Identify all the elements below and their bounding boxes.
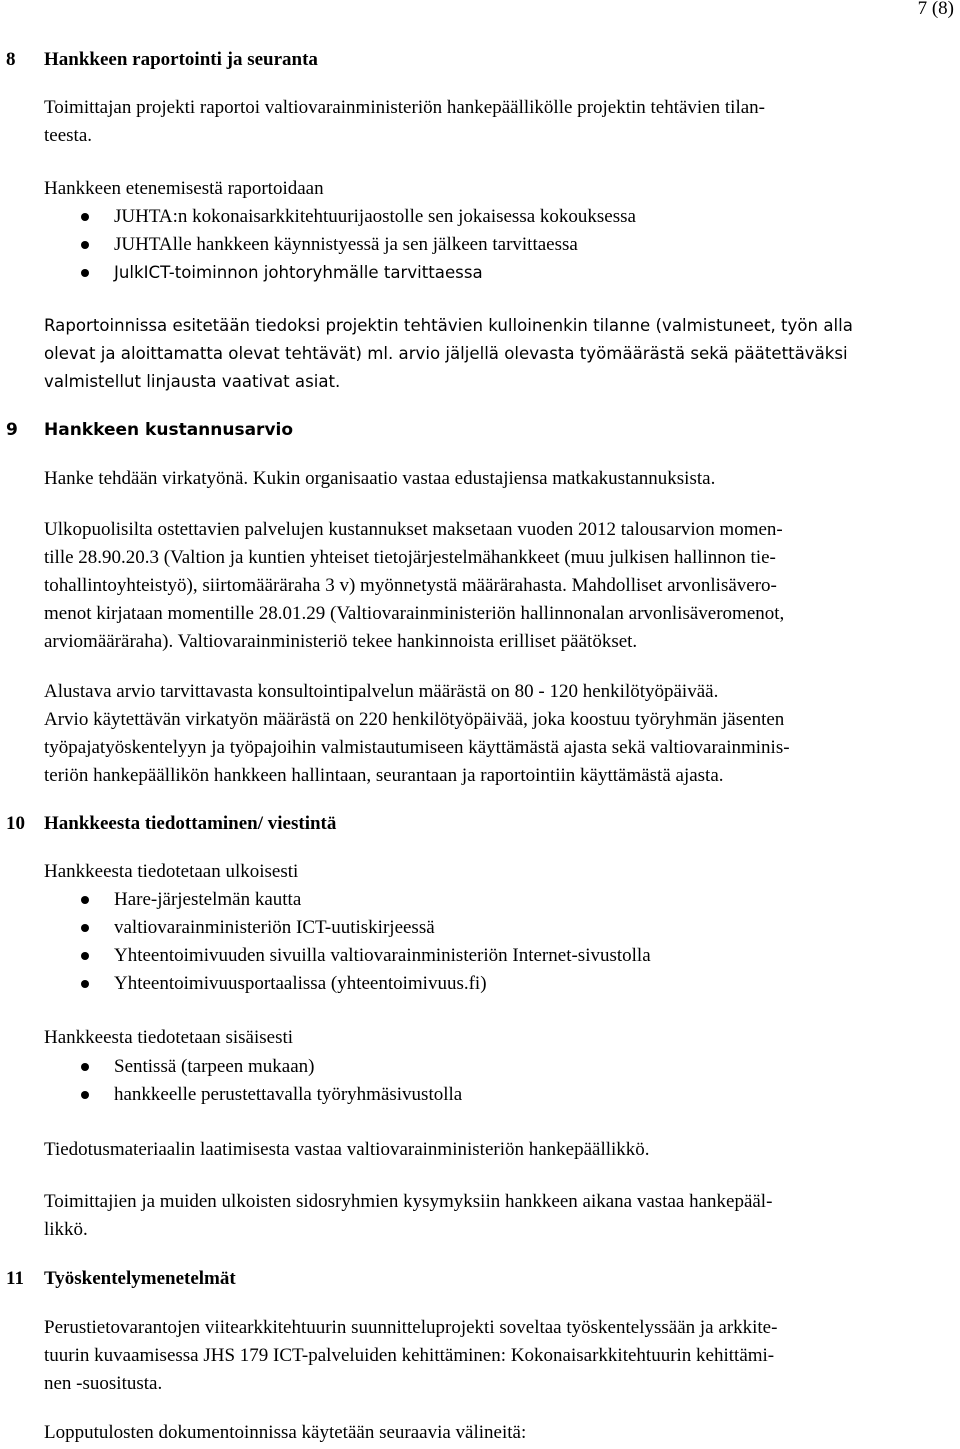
list-item-text: Yhteentoimivuusportaalissa (yhteentoimivuus.fi) — [114, 973, 487, 994]
section-10-internal-list — [44, 1053, 462, 1109]
text-line: tille 28.90.20.3 (Valtion ja kuntien yhteiset tietojärjestelmähankkeet (muu julkisen hallinnon tie- — [44, 547, 776, 568]
text-line: likkö. — [44, 1219, 88, 1240]
page-number: 7 (8) — [917, 0, 954, 19]
section-10-paragraph-2 — [44, 1188, 954, 1244]
bullet-icon — [81, 241, 89, 249]
text-line: Raportoinnissa esitetään tiedoksi projektin tehtävien kulloinenkin tilanne (valmistuneet, työn alla — [44, 316, 853, 335]
bullet-icon — [81, 924, 89, 932]
bullet-icon — [81, 269, 89, 277]
list-item-text: JUHTA:n kokonaisarkkitehtuurijaostolle sen jokaisessa kokouksessa — [114, 206, 636, 227]
section-number: 8 — [6, 49, 16, 70]
section-8-bullet-list — [44, 203, 636, 287]
text-line: työpajatyöskentelyyn ja työpajoihin valmistautumiseen käyttämästä ajasta sekä valtiovarainminis- — [44, 737, 790, 758]
text-line: olevat ja aloittamatta olevat tehtävät) ml. arvio jäljellä olevasta työmäärästä sekä päätettäväksi — [44, 344, 848, 363]
list-item-text: JulkICT-toiminnon johtoryhmälle tarvittaessa — [114, 263, 483, 282]
section-9-paragraph-1 — [44, 465, 954, 493]
list-item — [44, 259, 636, 287]
section-8-list-intro: Hankkeen etenemisestä raportoidaan — [44, 178, 324, 199]
text-line: arviomääräraha). Valtiovarainministeriö tekee hankinnoista erilliset päätökset. — [44, 631, 638, 652]
bullet-icon — [81, 1091, 89, 1099]
text-line: Toimittajien ja muiden ulkoisten sidosryhmien kysymyksiin hankkeen aikana vastaa hankepääl- — [44, 1191, 773, 1212]
list-item-text: Hare-järjestelmän kautta — [114, 889, 302, 910]
bullet-icon — [81, 952, 89, 960]
text-line: tohallintoyhteistyö), siirtomääräraha 3 v) myönnetystä määrärahasta. Mahdolliset arvonlisävero- — [44, 575, 777, 596]
list-item — [44, 942, 651, 970]
section-11-paragraph-1 — [44, 1314, 954, 1398]
list-item — [44, 1081, 462, 1109]
list-item-text: JUHTAlle hankkeen käynnistyessä ja sen jälkeen tarvittaessa — [114, 234, 578, 255]
text-line: Ulkopuolisilta ostettavien palvelujen kustannukset maksetaan vuoden 2012 talousarvion momen- — [44, 519, 783, 540]
text-line: valmistellut linjausta vaativat asiat. — [44, 372, 341, 391]
text-line: Tiedotusmateriaalin laatimisesta vastaa valtiovarainministeriön hankepäällikkö. — [44, 1139, 650, 1160]
text-line: Arvio käytettävän virkatyön määrästä on 220 henkilötyöpäivää, joka koostuu työryhmän jäsenten — [44, 709, 785, 730]
section-number: 9 — [6, 420, 18, 440]
text-line: menot kirjataan momentille 28.01.29 (Valtiovarainministeriön hallinnonalan arvonlisäveromenot, — [44, 603, 785, 624]
section-title: Työskentelymenetelmät — [44, 1268, 236, 1289]
section-9-paragraph-2 — [44, 516, 954, 656]
list-item — [44, 914, 651, 942]
list-item-text: Sentissä (tarpeen mukaan) — [114, 1056, 315, 1077]
list-item-text: hankkeelle perustettavalla työryhmäsivustolla — [114, 1084, 463, 1105]
list-item — [44, 1053, 462, 1081]
section-9-paragraph-3 — [44, 678, 954, 790]
text-line: Toimittajan projekti raportoi valtiovarainministeriön hankepäällikölle projektin tehtävien tilan- — [44, 97, 765, 118]
section-10-paragraph-1 — [44, 1136, 954, 1164]
text-line: Hanke tehdään virkatyönä. Kukin organisaatio vastaa edustajiensa matkakustannuksista. — [44, 468, 716, 489]
section-10-heading — [6, 812, 336, 836]
bullet-icon — [81, 213, 89, 221]
section-8-paragraph-2 — [44, 312, 954, 396]
text-line: teriön hankepäällikön hankkeen hallintaan, seurantaan ja raportointiin käyttämästä ajasta. — [44, 765, 724, 786]
text-line: tuurin kuvaamisessa JHS 179 ICT-palveluiden kehittäminen: Kokonaisarkkitehtuurin kehittämi- — [44, 1345, 775, 1366]
section-8-heading — [6, 48, 318, 72]
text-line: Lopputulosten dokumentoinnissa käytetään seuraavia välineitä: — [44, 1422, 527, 1443]
text-line: nen -suositusta. — [44, 1373, 163, 1394]
bullet-icon — [81, 896, 89, 904]
text-line: teesta. — [44, 125, 93, 146]
list-item — [44, 203, 636, 231]
section-9-heading — [6, 418, 293, 442]
list-item-text: Yhteentoimivuuden sivuilla valtiovarainministeriön Internet-sivustolla — [114, 945, 651, 966]
text-line: Alustava arvio tarvittavasta konsultointipalvelun määrästä on 80 - 120 henkilötyöpäivää. — [44, 681, 719, 702]
list-item — [44, 970, 651, 998]
section-11-paragraph-2 — [44, 1419, 954, 1447]
list-item — [44, 231, 636, 259]
section-10-external-intro: Hankkeesta tiedotetaan ulkoisesti — [44, 861, 299, 882]
list-item-text: valtiovarainministeriön ICT-uutiskirjeessä — [114, 917, 435, 938]
section-number: 11 — [6, 1268, 24, 1289]
bullet-icon — [81, 980, 89, 988]
bullet-icon — [81, 1063, 89, 1071]
section-title: Hankkeen raportointi ja seuranta — [44, 49, 318, 70]
section-11-heading — [6, 1267, 236, 1291]
section-8-paragraph-1 — [44, 94, 954, 150]
section-title: Hankkeesta tiedottaminen/ viestintä — [44, 813, 337, 834]
list-item — [44, 886, 651, 914]
section-title: Hankkeen kustannusarvio — [44, 420, 294, 440]
section-10-internal-intro: Hankkeesta tiedotetaan sisäisesti — [44, 1027, 294, 1048]
section-number: 10 — [6, 813, 25, 834]
text-line: Perustietovarantojen viitearkkitehtuurin suunnitteluprojekti soveltaa työskentelyssään ja arkkite- — [44, 1317, 778, 1338]
section-10-external-list — [44, 886, 651, 998]
